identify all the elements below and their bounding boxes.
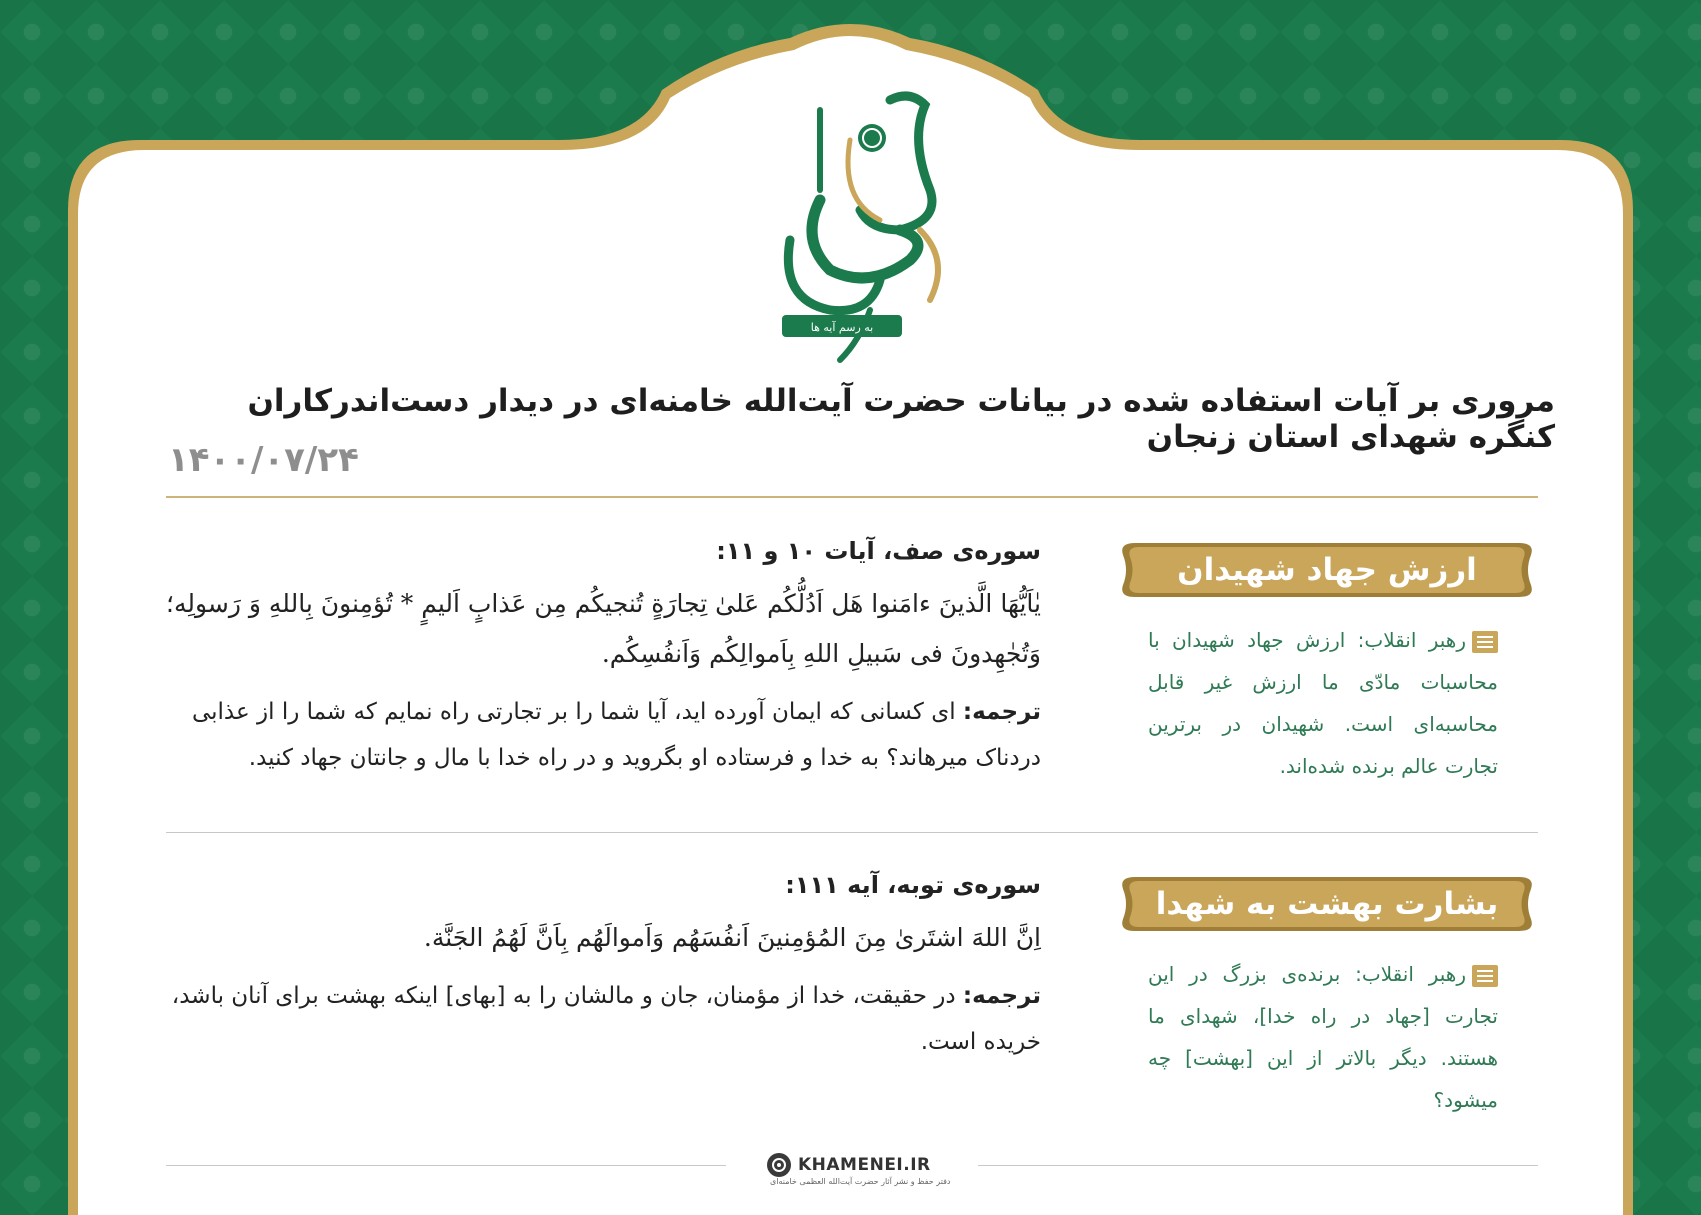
arabic-verse: یٰاَیُّهَا الَّذینَ ءامَنوا هَل اَدُلُّکُم عَلیٰ تِجارَةٍ تُنجیکُم مِن عَذابٍ اَلیمٍ * تُؤمِنونَ بِاللهِ وَ رَسولِه؛ وَتُجٰهِدونَ فی سَبیلِ اللهِ بِاَموالِکُم وَاَنفُسِکُم.: [166, 589, 1041, 668]
page-title: مروری بر آیات استفاده شده در بیانات حضرت آیت‌الله خامنه‌ای در دیدار دست‌اندرکاران کنگره شهدای استان زنجان: [247, 383, 1555, 455]
footer-logo: [766, 1150, 931, 1180]
translation-text: در حقیقت، خدا از مؤمنان، جان و مالشان را به [بهای] اینکه بهشت برای آنان باشد، خریده است.: [171, 983, 1041, 1055]
leader-quote-text: رهبر انقلاب: برنده‌ی بزرگ در این تجارت [جهاد در راه خدا]، شهدای ما هستند. دیگر بالاتر از این [بهشت] چه میشود؟: [1148, 962, 1498, 1112]
quote-note-icon: [1472, 965, 1498, 987]
footer-brand: KHAMENEI.IR: [798, 1155, 931, 1175]
translation-text: ای کسانی که ایمان آورده اید، آیا شما را بر تجارتی راه نمایم که شما را از عذابی دردناک میرهاند؟ به خدا و فرستاده او بگروید و در راه خدا با مال و جانتان جهاد کنید.: [191, 699, 1041, 771]
leader-quote-text: رهبر انقلاب: ارزش جهاد شهیدان با محاسبات مادّی ما ارزش غیر قابل محاسبه‌ای است. شهیدان در برترین تجارت عالم برنده شده‌اند.: [1148, 628, 1498, 778]
quote-note-icon: [1472, 631, 1498, 653]
khamenei-logo-icon: [766, 1152, 792, 1178]
logo-caption: به رسم آیه ها: [810, 321, 874, 334]
translation-label: ترجمه:: [962, 983, 1041, 1009]
page-date: ۱۴۰۰/۰۷/۲۴: [168, 440, 359, 480]
arabic-verse: اِنَّ اللهَ اشتَریٰ مِنَ المُؤمِنینَ اَنفُسَهُم وَاَموالَهُم بِاَنَّ لَهُمُ الجَنَّة.: [423, 923, 1041, 952]
section-divider: [166, 832, 1538, 833]
footer-line-right: [978, 1165, 1538, 1166]
translation-label: ترجمه:: [962, 699, 1041, 725]
calligraphy-logo: [760, 80, 960, 370]
footer-subtitle: دفتر حفظ و نشر آثار حضرت آیت‌الله العظمی خامنه‌ای: [770, 1177, 951, 1186]
verse-block: [166, 871, 1041, 1065]
section-banner-label: ارزش جهاد شهیدان: [1177, 552, 1477, 588]
verse-translation: [166, 689, 1041, 781]
section-banner: [1115, 873, 1539, 935]
section-banner-label: بشارت بهشت به شهدا: [1155, 886, 1499, 922]
header-divider: [166, 496, 1538, 498]
surah-reference: سوره‌ی صف، آیات ۱۰ و ۱۱:: [716, 537, 1041, 565]
verse-block: [166, 537, 1041, 781]
leader-quote: [1148, 953, 1498, 1121]
section-banner: [1115, 539, 1539, 601]
surah-reference: سوره‌ی توبه، آیه ۱۱۱:: [785, 871, 1041, 899]
footer: [166, 1150, 1538, 1180]
footer-line-left: [166, 1165, 726, 1166]
verse-translation: [166, 973, 1041, 1065]
leader-quote: [1148, 619, 1498, 787]
